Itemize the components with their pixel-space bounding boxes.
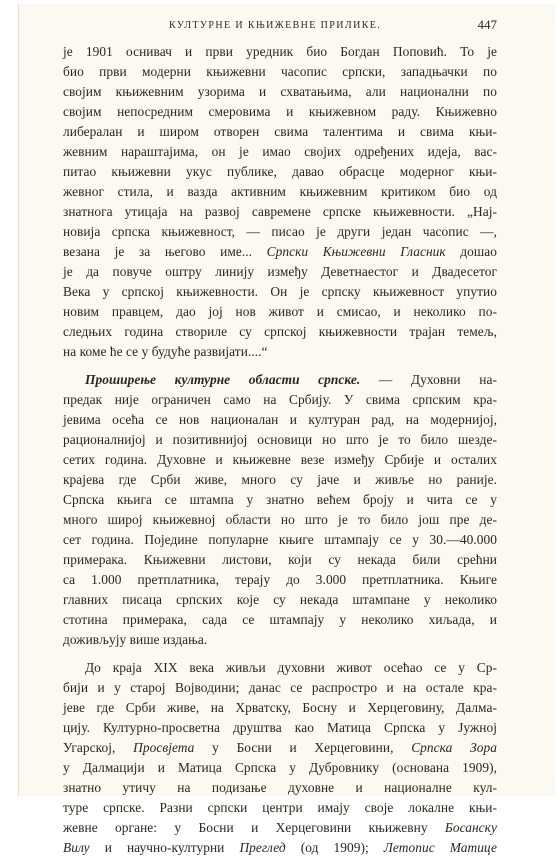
text-line: До краја XIX века живљи духовни живот осећао се у Ср- [85,660,497,675]
text-line: био први модерни књижевни часопис српски, западњачки по [63,64,497,79]
text-line: сетих година. Духовне и књижевне везе између Србије и осталих [63,452,497,467]
section-heading: Проширење културне области српске. [85,372,361,387]
text-line: Српска књига се штампа у знатно већем броју и чита се у [63,492,497,507]
paragraph-3 [63,658,497,858]
text-line: крајева где Срби живе, много су јаче и живље но раније. [63,472,497,487]
text-span: у Босни и Херцеговини, [194,740,412,755]
page-number: 447 [477,17,497,32]
text-span: дошао [445,244,497,259]
text-line: либералан и широм отворен свима талентима и свима књи- [63,124,497,139]
book-page [18,4,555,855]
text-line: много широј књижевној области но што је то било још пре де- [63,512,497,527]
journal-title-italic: Вилу [63,840,90,855]
text-span: и научно-културни [89,840,240,855]
text-line [63,370,497,390]
text-line: је да повуче оштру линију између Деветнаестог и Двадесетог [63,264,497,279]
text-line [63,818,497,838]
journal-title-italic: Летопис Матице [383,840,498,855]
journal-title-italic: Просвјета [133,740,195,755]
text-line: жевним нараштајима, он је имао својих одређених идеја, вас- [63,144,497,159]
text-line: питао књижевни укус публике, давао обрасце модерног књи- [63,164,497,179]
journal-title-italic: Српски Књижевни Гласник [266,244,446,259]
text-line: на коме ће се у будуће развијати....“ [63,344,268,359]
text-line [63,242,497,262]
text-line: рационалнијој и позитивнијој основици но што је то било шезде- [63,432,497,447]
text-line: својим књижевним узорима и схватањима, али национални по [63,84,497,99]
text-span: жевне органе: у Босни и Херцеговини књижевну [63,820,445,835]
text-line: стотина примерака, сада се штампају у неколико хиљада, и [63,612,497,627]
text-line: са 1.000 претплатника, терају до 3.000 претплатника. Књиге [63,572,497,587]
text-line: сет година. Поједине популарне књиге штампају се у 30.—40.000 [63,532,497,547]
text-line: следњих година створиле су српској књижевности трајан темељ, [63,324,497,339]
text-line: цију. Културно-просветна друштва кao Матица Српска у Јужној [63,720,497,735]
text-line: жевног стила, и вазда активним књижевним критиком био од [63,184,497,199]
text-line: туре српске. Разни српски центри имају своје локалне књи- [63,800,497,815]
text-line [63,838,497,858]
page-body [63,42,497,858]
journal-title-italic: Српска Зора [411,740,497,755]
text-line: новим правцем, дао јој нов живот и смисао, и неколико по- [63,304,497,319]
paragraph-2 [63,370,497,650]
text-line: доживљују више издања. [63,632,208,647]
text-span: Угарској, [63,740,134,755]
text-line [63,738,497,758]
text-line: у Далмацији и Матица Српска у Дубровнику (основана 1909), [63,760,497,775]
paragraph-gap [63,650,497,658]
text-line: је 1901 оснивач и први уредник био Богдан Поповић. То је [63,44,497,59]
text-span: везана је за његово име... [63,244,267,259]
page-header [19,16,555,36]
text-line: јевима осећа се нов националан и културан рад, на модернијој, [63,412,497,427]
text-line: предак није ограничен само на Србију. У свима српским кра- [63,392,497,407]
paragraph-gap [63,362,497,370]
text-line: бији и у старој Војводини; данас се распростро и на остале кра- [63,680,497,695]
text-span: — Духовни на- [360,372,497,387]
journal-title-italic: Босанску [444,820,497,835]
journal-title-italic: Преглед [239,840,286,855]
text-line: новија српска књижевност, — писао је други један часопис —, [63,224,497,239]
text-line: знатно утичу на подизање духовне и националне кул- [63,780,497,795]
paragraph-1 [63,42,497,362]
text-line: Века у српској књижевности. Он је српску књижевност упутио [63,284,497,299]
text-line: примерака. Књижевни листови, који су некада били срећни [63,552,497,567]
text-line: својим непосредним смеровима и књижевном раду. Књижевно [63,104,497,119]
text-span: (од 1909); [285,840,384,855]
text-line: јеве где Срби живе, на Хрватску, Босну и Херцеговину, Далма- [63,700,497,715]
running-head: КУЛТУРНЕ И КЊИЖЕВНЕ ПРИЛИКЕ. [169,20,382,31]
text-line: знатнога утицаја на развој савремене српске књижевности. „Нај- [63,204,497,219]
text-line: главних писаца српских које су некада штампане у неколико [63,592,497,607]
